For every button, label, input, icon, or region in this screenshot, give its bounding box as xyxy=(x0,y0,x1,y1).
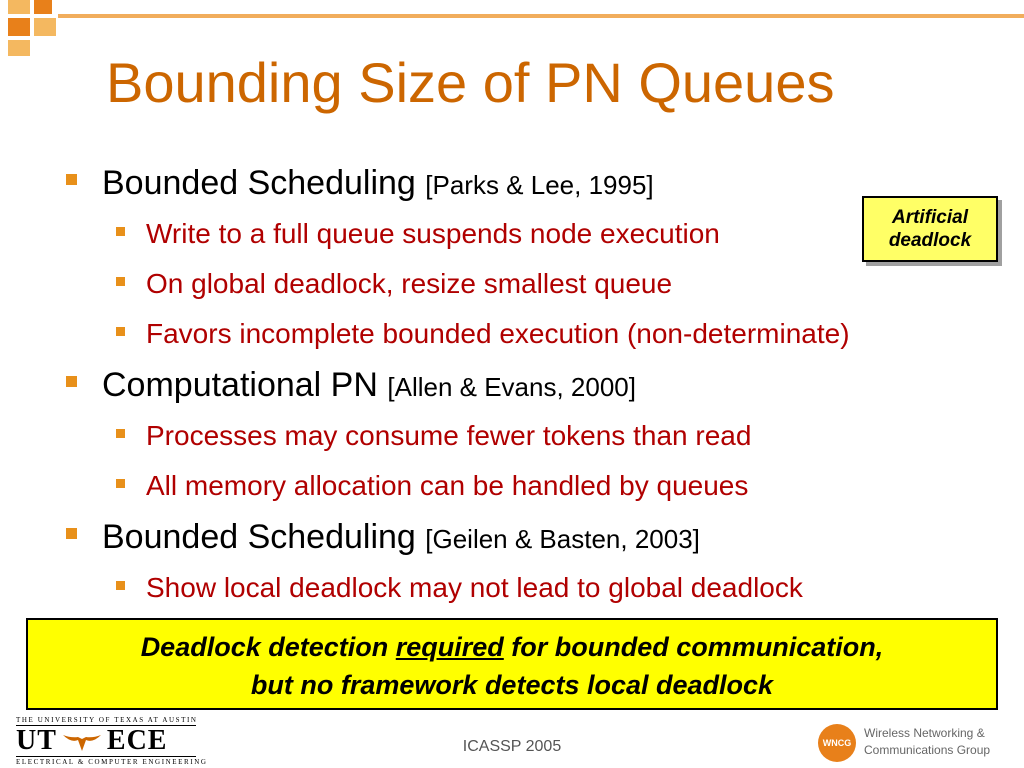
bullet-marker-icon xyxy=(66,376,77,387)
sub-bullet-text: Show local deadlock may not lead to global deadlock xyxy=(146,572,803,603)
bullet-text: Bounded Scheduling xyxy=(102,518,426,556)
bullet-text: Bounded Scheduling xyxy=(102,164,426,202)
callout-line: deadlock xyxy=(888,230,972,251)
sub-bullet-marker-icon xyxy=(116,227,125,236)
bullet-citation: [Allen & Evans, 2000] xyxy=(387,372,636,402)
ut-logo-ece: ECE xyxy=(106,725,168,756)
sub-bullet-text: Write to a full queue suspends node execution xyxy=(146,218,720,249)
wncg-logo xyxy=(818,722,1018,764)
artificial-deadlock-callout xyxy=(862,196,998,262)
sub-bullet-marker-icon xyxy=(116,479,125,488)
corner-decoration xyxy=(0,0,90,60)
banner-emphasis: required xyxy=(395,632,504,662)
conclusion-banner xyxy=(26,618,998,710)
footer-conference: ICASSP 2005 xyxy=(462,738,562,755)
callout-line: Artificial xyxy=(891,207,969,228)
title-rule xyxy=(58,14,1024,18)
sub-bullet-item xyxy=(66,414,1016,464)
wncg-badge-icon: WNCG xyxy=(818,724,856,762)
bullet-item xyxy=(66,362,1016,414)
banner-text: Deadlock detection xyxy=(140,632,396,662)
sub-bullet-text: On global deadlock, resize smallest queue xyxy=(146,268,673,299)
sub-bullet-item xyxy=(66,262,1016,312)
sub-bullet-marker-icon xyxy=(116,327,125,336)
banner-text: for bounded communication, xyxy=(503,632,884,662)
sub-bullet-item xyxy=(66,312,1016,362)
sub-bullet-item xyxy=(66,464,1016,514)
sub-bullet-marker-icon xyxy=(116,277,125,286)
bullet-text: Computational PN xyxy=(102,366,388,404)
wncg-line: Wireless Networking & xyxy=(864,726,985,740)
ut-logo-bottom-text: ELECTRICAL & COMPUTER ENGINEERING xyxy=(16,758,208,766)
sub-bullet-item xyxy=(66,566,1016,616)
bullet-citation: [Geilen & Basten, 2003] xyxy=(425,524,700,554)
bullet-citation: [Parks & Lee, 1995] xyxy=(425,170,654,200)
bullet-item xyxy=(66,514,1016,566)
slide-title: Bounding Size of PN Queues xyxy=(106,51,835,114)
bullet-marker-icon xyxy=(66,174,77,185)
bullet-marker-icon xyxy=(66,528,77,539)
banner-text-line2: but no framework detects local deadlock xyxy=(250,670,774,700)
sub-bullet-marker-icon xyxy=(116,429,125,438)
ut-logo-ut: UT xyxy=(16,725,57,756)
ut-logo-top-text: THE UNIVERSITY OF TEXAS AT AUSTIN xyxy=(16,716,198,724)
sub-bullet-text: Processes may consume fewer tokens than read xyxy=(146,420,752,451)
sub-bullet-marker-icon xyxy=(116,581,125,590)
wncg-line: Communications Group xyxy=(864,743,991,757)
sub-bullet-text: Favors incomplete bounded execution (non-determinate) xyxy=(146,318,850,349)
sub-bullet-text: All memory allocation can be handled by queues xyxy=(146,470,749,501)
